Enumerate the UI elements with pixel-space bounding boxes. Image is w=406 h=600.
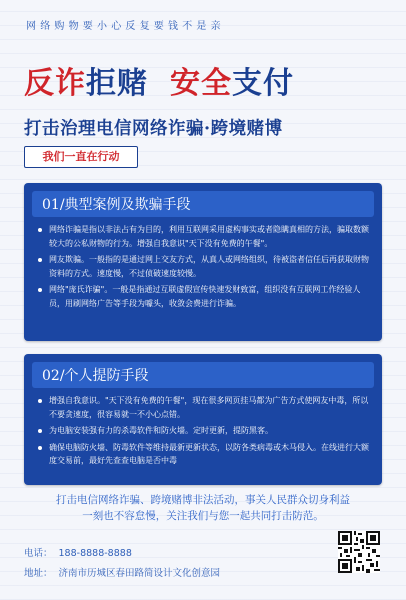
subtitle: 打击治理电信网络诈骗·跨境赌博 [24, 119, 283, 139]
section-title: 01/典型案例及欺骗手段 [42, 197, 191, 213]
list-item-text: 网友欺骗。一般指的是通过网上交友方式，从真人或网络组织，待被盗者信任后再获取财物资料的方式。速度慢，不过侦破速度较慢。 [49, 255, 369, 278]
section-title: 02/个人提防手段 [42, 368, 149, 384]
hero-title [24, 58, 384, 102]
list-item-text: 为电脑安装强有力的杀毒软件和防火墙。定时更新，提防黑客。 [49, 426, 273, 435]
prevention-list [38, 394, 372, 471]
hero-part-payment: 支付 [232, 66, 294, 101]
phone-number: 188-8888-8888 [58, 548, 132, 559]
contact-address [24, 565, 220, 579]
closing-line-1: 打击电信网络诈骗、跨境赌博非法活动，事关人民群众切身利益 [56, 494, 350, 506]
list-item [38, 223, 372, 250]
list-item-text: 网络"庞氏诈骗"。一般是指通过互联虚假宣传快速发财致富，组织没有互联网工作经验人员，用刷网络广告等手段为噱头，收敛会费进行诈骗。 [49, 285, 361, 308]
closing-message [20, 492, 386, 524]
list-item [38, 424, 372, 438]
list-item [38, 394, 372, 421]
address-text: 济南市历城区春田路简设计文化创意园 [58, 568, 221, 579]
contact-phone [24, 545, 132, 559]
section-typical-cases [24, 183, 382, 341]
closing-line-2: 一刻也不容怠慢，关注我们与您一起共同打击防范。 [82, 510, 324, 522]
bullet-icon [38, 258, 42, 262]
case-list [38, 223, 372, 313]
hero-part-refuse-gambling: 拒赌 [86, 66, 148, 101]
list-item-text: 增强自我意识。"天下没有免费的午餐"，现在很多网页挂马都为广告方式使网友中毒，所以不要贪速度，很容易就一不小心点错。 [49, 396, 369, 419]
bullet-icon [38, 446, 42, 450]
list-item [38, 283, 372, 310]
list-item [38, 253, 372, 280]
top-slogan: 网络购物要小心反复要钱不是亲 [26, 21, 225, 32]
section-header [32, 362, 374, 388]
section-personal-prevention [24, 354, 382, 485]
list-item-text: 确保电脑防火墙、防毒软件等维持最新更新状态，以防各类病毒或木马侵入。在线进行大额度交易前，最好先查查电脑是否中毒 [49, 442, 369, 465]
action-badge: 我们一直在行动 [24, 146, 138, 168]
bullet-icon [38, 399, 42, 403]
list-item [38, 441, 372, 468]
bullet-icon [38, 228, 42, 232]
bullet-icon [38, 288, 42, 292]
section-header [32, 191, 374, 217]
list-item-text: 网络诈骗是指以非法占有为目的，利用互联网采用虚构事实或者隐瞒真相的方法，骗取数额较大的公私财物的行为。增强自我意识"天下没有免费的午餐"。 [49, 225, 369, 248]
phone-label: 电话： [24, 548, 53, 559]
hero-part-anti-fraud: 反诈 [24, 66, 86, 101]
hero-part-safe: 安全 [170, 66, 232, 101]
qr-code-icon [338, 531, 380, 573]
bullet-icon [38, 429, 42, 433]
address-label: 地址： [24, 568, 53, 579]
